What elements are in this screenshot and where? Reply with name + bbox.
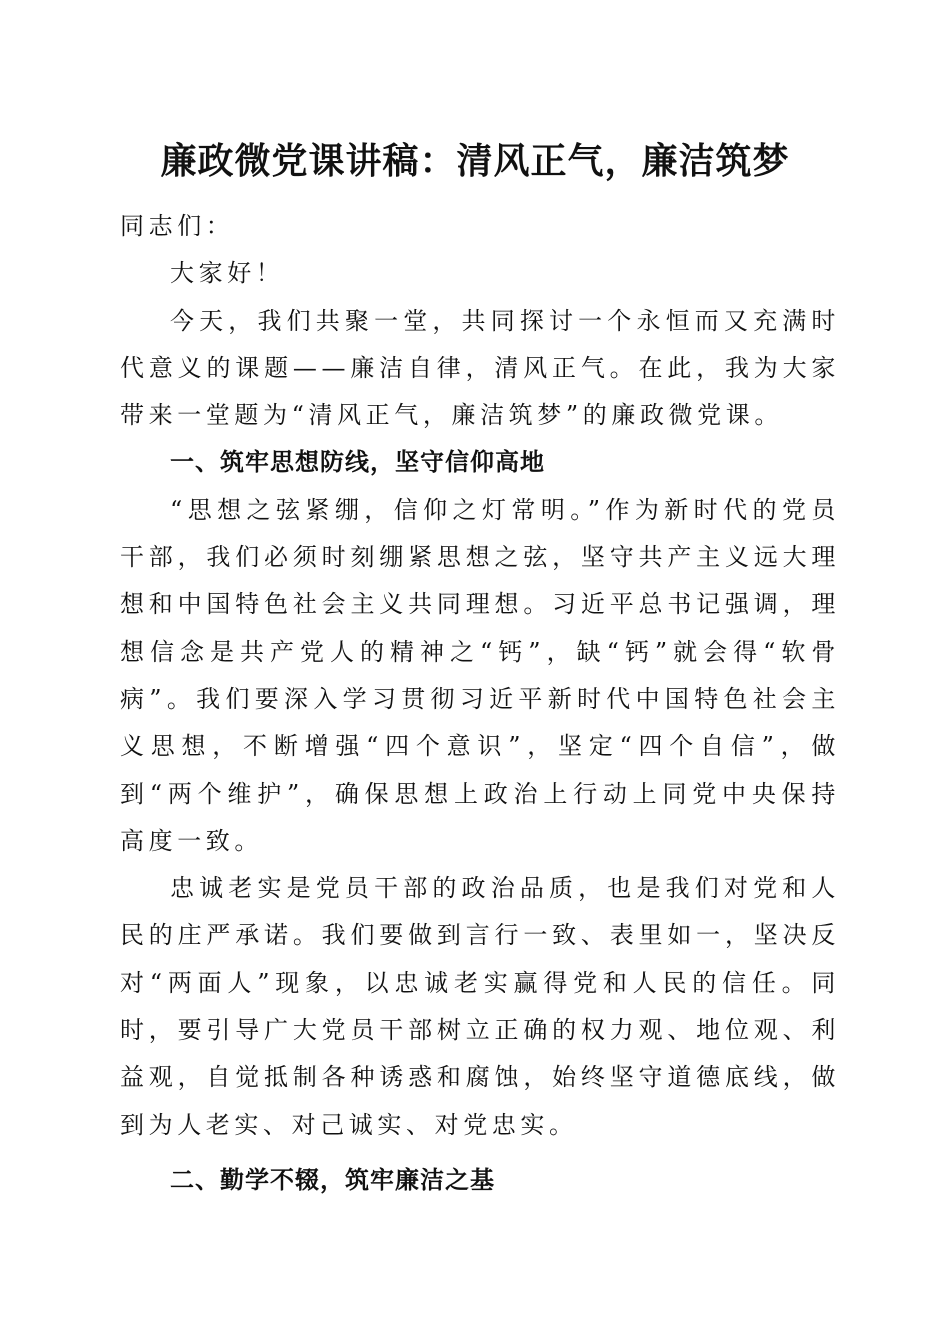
section-1-heading: 一、筑牢思想防线，坚守信仰高地 xyxy=(170,448,545,477)
intro-paragraph: 今天，我们共聚一堂，共同探讨一个永恒而又充满时代意义的课题——廉洁自律，清风正气。在此，我为大家带来一堂题为“清风正气，廉洁筑梦”的廉政微党课。 xyxy=(120,306,840,430)
section-1-paragraph-2: 忠诚老实是党员干部的政治品质，也是我们对党和人民的庄严承诺。我们要做到言行一致、表里如一，坚决反对“两面人”现象，以忠诚老实赢得党和人民的信任。同时，要引导广大党员干部树立正确的权力观、地位观、利益观，自觉抵制各种诱惑和腐蚀，始终坚守道德底线，做到为人老实、对己诚实、对党忠实。 xyxy=(120,874,840,1139)
greeting: 大家好！ xyxy=(170,259,285,288)
section-2-heading: 二、勤学不辍，筑牢廉洁之基 xyxy=(170,1165,495,1194)
document-title: 廉政微党课讲稿：清风正气，廉洁筑梦 xyxy=(160,140,790,182)
document-body xyxy=(120,203,840,1204)
section-1-paragraph-1: “思想之弦紧绷，信仰之灯常明。”作为新时代的党员干部，我们必须时刻绷紧思想之弦，坚守共产主义远大理想和中国特色社会主义共同理想。习近平总书记强调，理想信念是共产党人的精神之“钙”，缺“钙”就会得“软骨病”。我们要深入学习贯彻习近平新时代中国特色社会主义思想，不断增强“四个意识”，坚定“四个自信”，做到“两个维护”，确保思想上政治上行动上同党中央保持高度一致。 xyxy=(120,495,840,855)
salutation: 同志们： xyxy=(120,212,235,240)
